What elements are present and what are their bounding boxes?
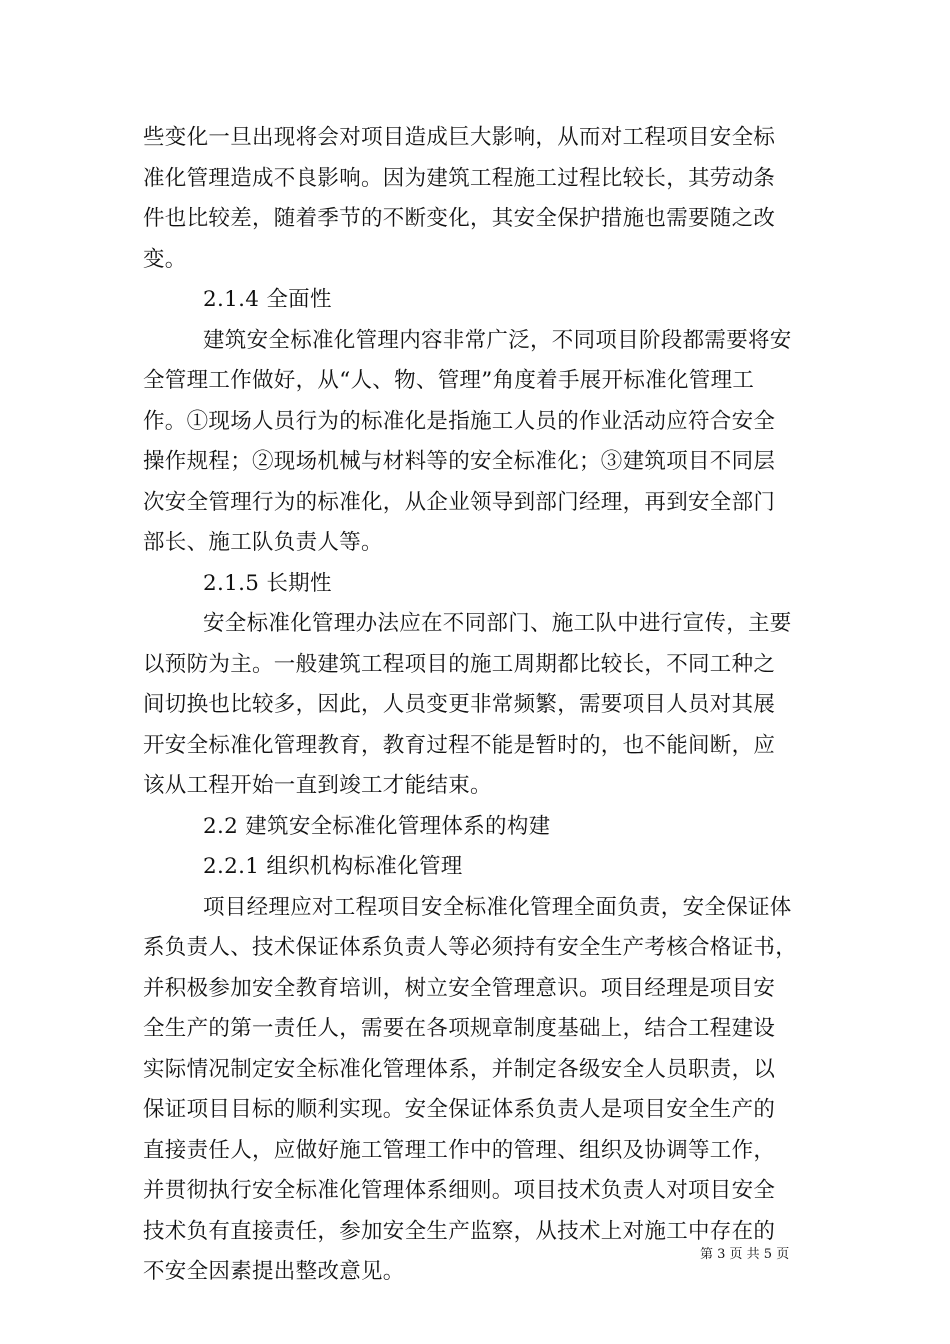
text-line: 以预防为主。一般建筑工程项目的施工周期都比较长，不同工种之 <box>143 651 776 677</box>
text-line: 安全标准化管理办法应在不同部门、施工队中进行宣传，主要 <box>203 611 792 636</box>
text-line: 部长、施工队负责人等。 <box>143 530 383 555</box>
text-line: 开安全标准化管理教育，教育过程不能是暂时的，也不能间断，应 <box>143 732 776 758</box>
text-line: 该从工程开始一直到竣工才能结束。 <box>143 773 492 798</box>
text-line: 技术负有直接责任，参加安全生产监察，从技术上对施工中存在的 <box>143 1218 776 1244</box>
text-line: 实际情况制定安全标准化管理体系，并制定各级安全人员职责，以 <box>143 1056 776 1082</box>
text-line: 项目经理应对工程项目安全标准化管理全面负责，安全保证体 <box>203 894 792 920</box>
text-line: 并积极参加安全教育培训，树立安全管理意识。项目经理是项目安 <box>143 975 776 1001</box>
text-line: 全生产的第一责任人，需要在各项规章制度基础上，结合工程建设 <box>143 1016 776 1041</box>
text-line: 不安全因素提出整改意见。 <box>143 1259 405 1284</box>
text-line: 直接责任人，应做好施工管理工作中的管理、组织及协调等工作， <box>143 1137 776 1163</box>
text-line: 并贯彻执行安全标准化管理体系细则。项目技术负责人对项目安全 <box>143 1178 776 1203</box>
text-line: 操作规程；②现场机械与材料等的安全标准化；③建筑项目不同层 <box>143 449 776 474</box>
text-line: 间切换也比较多，因此，人员变更非常频繁，需要项目人员对其展 <box>143 692 776 717</box>
text-line: 建筑安全标准化管理内容非常广泛，不同项目阶段都需要将安 <box>203 327 792 353</box>
text-line: 保证项目目标的顺利实现。安全保证体系负责人是项目安全生产的 <box>143 1097 776 1122</box>
text-line: 件也比较差，随着季节的不断变化，其安全保护措施也需要随之改 <box>143 206 776 231</box>
text-line: 作。①现场人员行为的标准化是指施工人员的作业活动应符合安全 <box>143 408 776 434</box>
text-line: 2.1.5 长期性 <box>203 570 332 596</box>
text-line: 2.2.1 组织机构标准化管理 <box>203 854 463 879</box>
text-line: 全管理工作做好，从“人、物、管理”角度着手展开标准化管理工 <box>143 368 755 393</box>
page-number: 第 3 页 共 5 页 <box>700 1247 790 1262</box>
text-line: 变。 <box>143 246 187 272</box>
text-line: 2.1.4 全面性 <box>203 287 332 312</box>
text-line: 系负责人、技术保证体系负责人等必须持有安全生产考核合格证书， <box>143 935 798 960</box>
text-line: 2.2 建筑安全标准化管理体系的构建 <box>203 813 551 839</box>
text-line: 次安全管理行为的标准化，从企业领导到部门经理，再到安全部门 <box>143 489 776 515</box>
document-body <box>143 118 811 1293</box>
text-line: 准化管理造成不良影响。因为建筑工程施工过程比较长，其劳动条 <box>143 165 776 191</box>
text-line: 些变化一旦出现将会对项目造成巨大影响，从而对工程项目安全标 <box>143 125 776 150</box>
